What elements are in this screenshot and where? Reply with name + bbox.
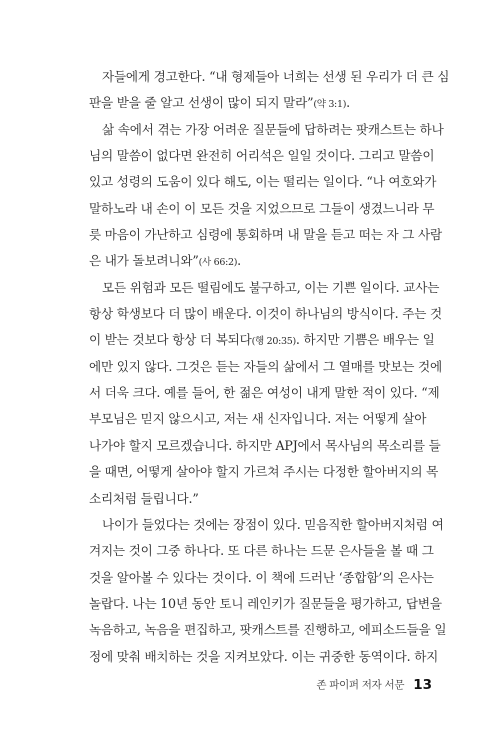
text-line [89, 275, 440, 301]
text-run: 정에 맞춰 배치하는 것을 지켜보았다. 이는 귀중한 동역이다. 하지 [89, 648, 439, 664]
text-run: 소리처럼 들립니다.” [89, 490, 199, 506]
text-run: 것을 알아볼 수 있다는 것이다. 이 책에 드러난 ‘종합함’의 은사는 [89, 569, 434, 585]
body-text [89, 64, 450, 670]
text-run: 녹음하고, 녹음을 편집하고, 팟캐스트를 진행하고, 에피소드들을 일 [89, 622, 447, 638]
text-run: 겨지는 것이 그중 하나다. 또 다른 하나는 드문 은사들을 볼 때 그 [89, 543, 434, 559]
text-line [89, 406, 426, 432]
text-line [89, 248, 426, 274]
scripture-reference: (사 66:2) [198, 257, 238, 269]
text-line [89, 486, 426, 512]
text-line [89, 459, 439, 485]
text-line [89, 327, 435, 353]
text-run: 을 때면, 어떻게 살아야 할지 가르쳐 주시는 다정한 할아버지의 목 [89, 464, 439, 480]
text-line [89, 433, 441, 459]
text-run: 이 받는 것보다 항상 더 복되다 [89, 332, 252, 348]
text-run: 은 내가 돌보려니와” [89, 253, 199, 269]
text-run: 부모님은 믿지 않으시고, 저는 새 신자입니다. 저는 어떻게 살아 [89, 411, 427, 427]
text-line [89, 222, 442, 248]
scripture-reference: (행 20:35) [251, 336, 296, 348]
text-line [89, 117, 444, 143]
paragraph [89, 512, 447, 670]
text-line [89, 301, 442, 327]
page-number: 13 [413, 676, 432, 693]
text-run: 릇 마음이 가난하고 심령에 통회하며 내 말을 듣고 떠는 자 그 사람 [89, 227, 442, 243]
text-line [89, 143, 435, 169]
text-line [89, 90, 426, 116]
text-run: . 하지만 기쁨은 배우는 일 [295, 332, 435, 348]
text-line [89, 196, 435, 222]
text-run: 나가야 할지 모르겠습니다. 하지만 APJ에서 목사님의 목소리를 들 [89, 437, 441, 453]
text-run: 항상 학생보다 더 많이 배운다. 이것이 하나님의 방식이다. 주는 것 [89, 306, 442, 322]
text-run: 판을 받을 줄 알고 선생이 많이 되지 말라” [89, 95, 314, 111]
page-footer [0, 674, 432, 693]
text-run: 모든 위험과 모든 떨림에도 불구하고, 이는 기쁜 일이다. 교사는 [102, 279, 440, 295]
text-run: 자들에게 경고한다. “내 형제들아 너희는 선생 된 우리가 더 큰 심 [102, 69, 450, 84]
text-line [89, 565, 434, 591]
text-line [89, 512, 444, 538]
text-run: 님의 말씀이 없다면 완전히 어리석은 일일 것이다. 그리고 말씀이 [89, 148, 435, 164]
text-line [89, 617, 447, 643]
text-run: . [346, 95, 350, 111]
text-line [89, 644, 439, 670]
text-run: 서 더욱 크다. 예를 들어, 한 젊은 여성이 내게 말한 적이 있다. “제 [89, 385, 440, 401]
running-head: 존 파이퍼 저자 서문 [316, 679, 405, 691]
paragraph [89, 275, 442, 512]
text-line [89, 354, 442, 380]
text-line [89, 591, 442, 617]
text-run: 나이가 들었다는 것에는 장점이 있다. 믿음직한 할아버지처럼 여 [102, 516, 444, 532]
text-line [89, 538, 434, 564]
text-run: 말하노라 내 손이 이 모든 것을 지었으므로 그들이 생겼느니라 무 [89, 200, 435, 216]
text-run: 있고 성령의 도움이 있다 해도, 이는 떨리는 일이다. “나 여호와가 [89, 174, 437, 190]
text-run: 에만 있지 않다. 그것은 듣는 자들의 삶에서 그 열매를 맛보는 것에 [89, 358, 442, 374]
paragraph [89, 117, 444, 275]
text-run: . [237, 253, 241, 269]
text-run: 놀랍다. 나는 10년 동안 토니 레인키가 질문들을 평가하고, 답변을 [89, 595, 442, 611]
paragraph [89, 64, 450, 117]
scripture-reference: (약 3:1) [313, 99, 347, 111]
text-line [89, 380, 440, 406]
text-line [89, 64, 450, 90]
text-line [89, 169, 437, 195]
text-run: 삶 속에서 겪는 가장 어려운 질문들에 답하려는 팟캐스트는 하나 [102, 121, 444, 137]
